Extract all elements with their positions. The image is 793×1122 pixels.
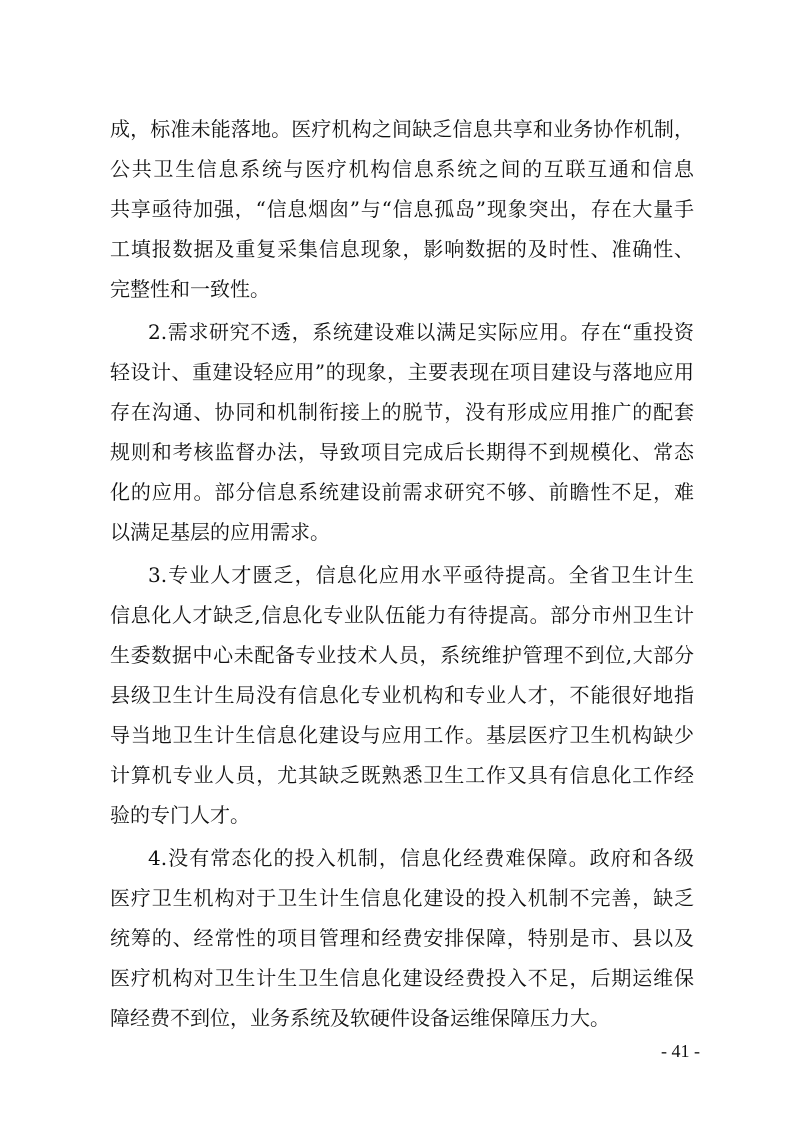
paragraph-2-line-6: 以满足基层的应用需求。 xyxy=(110,520,330,544)
paragraph-4-line-4: 医疗机构对卫生计生卫生信息化建设经费投入不足，后期运维保 xyxy=(110,966,694,990)
paragraph-4-line-5: 障经费不到位，业务系统及软硬件设备运维保障压力大。 xyxy=(110,1006,610,1030)
paragraph-1-line-3: 共享亟待加强，“信息烟囱”与“信息孤岛”现象突出，存在大量手 xyxy=(110,197,694,221)
paragraph-1-line-5: 完整性和一致性。 xyxy=(110,277,270,301)
paragraph-2-line-5: 化的应用。部分信息系统建设前需求研究不够、前瞻性不足，难 xyxy=(110,480,694,504)
paragraph-4-line-2: 医疗卫生机构对于卫生计生信息化建设的投入机制不完善，缺乏 xyxy=(110,886,694,910)
paragraph-2-line-4: 规则和考核监督办法，导致项目完成后长期得不到规模化、常态 xyxy=(110,440,694,464)
paragraph-3-line-1: 3.专业人才匮乏，信息化应用水平亟待提高。全省卫生计生 xyxy=(148,563,694,587)
paragraph-3-line-6: 计算机专业人员，尤其缺乏既熟悉卫生工作又具有信息化工作经 xyxy=(110,763,694,787)
paragraph-2-line-2: 轻设计、重建设轻应用”的现象，主要表现在项目建设与落地应用 xyxy=(110,360,694,384)
paragraph-1-line-4: 工填报数据及重复采集信息现象，影响数据的及时性、准确性、 xyxy=(110,237,694,261)
paragraph-3-line-7: 验的专门人才。 xyxy=(110,803,250,827)
page-number: - 41 - xyxy=(661,1041,700,1061)
paragraph-3-line-4: 县级卫生计生局没有信息化专业机构和专业人才，不能很好地指 xyxy=(110,683,694,707)
paragraph-3-line-2: 信息化人才缺乏,信息化专业队伍能力有待提高。部分市州卫生计 xyxy=(110,603,694,627)
paragraph-4-line-3: 统筹的、经常性的项目管理和经费安排保障，特别是市、县以及 xyxy=(110,926,694,950)
paragraph-3-line-5: 导当地卫生计生信息化建设与应用工作。基层医疗卫生机构缺少 xyxy=(110,723,694,747)
paragraph-2-line-1: 2.需求研究不透，系统建设难以满足实际应用。存在“重投资 xyxy=(148,320,694,344)
paragraph-1-line-1: 成，标准未能落地。医疗机构之间缺乏信息共享和业务协作机制， xyxy=(110,117,694,141)
paragraph-4-line-1: 4.没有常态化的投入机制，信息化经费难保障。政府和各级 xyxy=(148,846,694,870)
paragraph-1-line-2: 公共卫生信息系统与医疗机构信息系统之间的互联互通和信息 xyxy=(110,157,694,181)
paragraph-3-line-3: 生委数据中心未配备专业技术人员，系统维护管理不到位,大部分 xyxy=(110,643,694,667)
paragraph-2-line-3: 存在沟通、协同和机制衔接上的脱节，没有形成应用推广的配套 xyxy=(110,400,694,424)
